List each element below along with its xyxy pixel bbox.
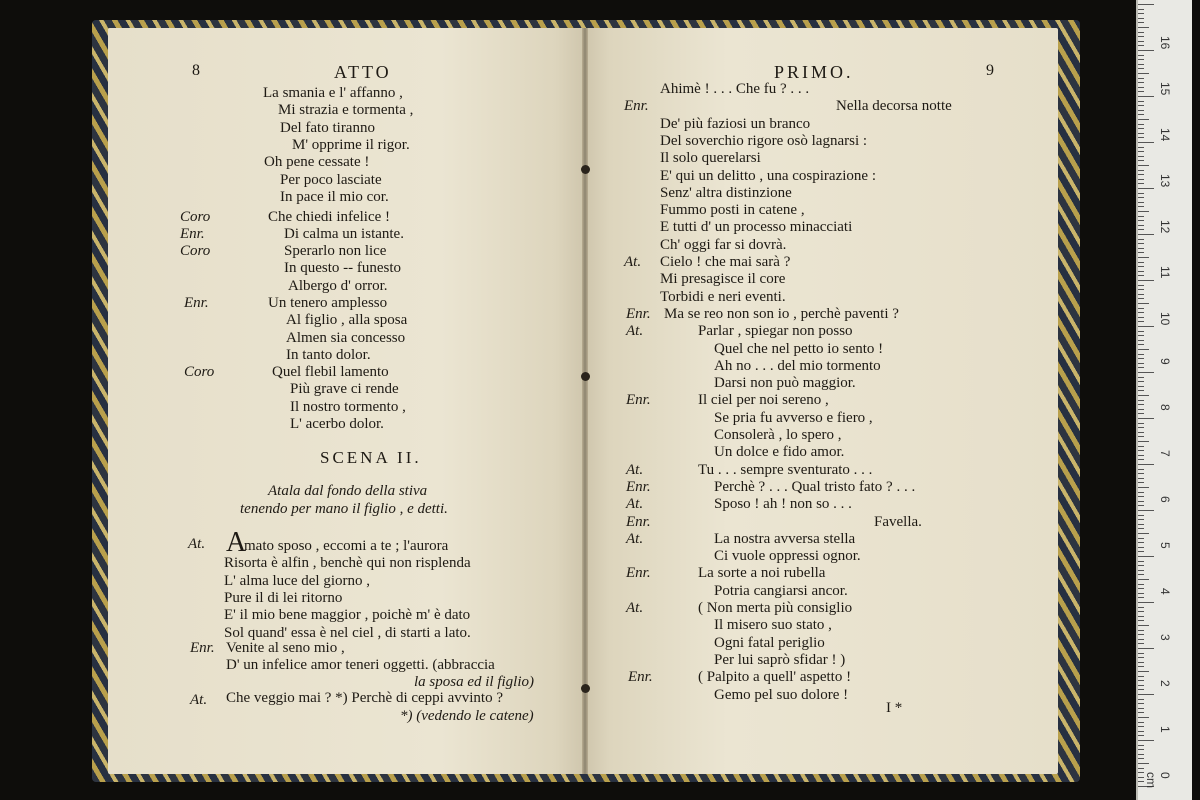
verse-line: Nella decorsa notte <box>836 98 952 115</box>
ruler-tick <box>1138 386 1144 387</box>
verse-line: Ma se reo non son io , perchè paventi ? <box>664 305 899 322</box>
verse-line: Del fato tiranno <box>280 119 375 136</box>
verse-line: Ah no . . . del mio tormento <box>714 357 881 374</box>
verse-line: Cielo ! che mai sarà ? <box>660 254 791 270</box>
ruler-tick <box>1138 101 1144 102</box>
verse-line: Ci vuole oppressi ognor. <box>714 548 861 565</box>
verse-line: Risorta è alfin , benchè qui non risplenda <box>224 555 471 572</box>
ruler-tick <box>1138 87 1144 88</box>
ruler-tick <box>1138 64 1144 65</box>
verse-line: La sorte a noi rubella <box>698 565 826 582</box>
ruler-tick <box>1138 275 1144 276</box>
ruler-tick <box>1138 768 1144 769</box>
ruler-tick <box>1138 542 1144 543</box>
ruler-tick <box>1138 317 1144 318</box>
stage-direction: tenendo per mano il figlio , e detti. <box>240 501 448 517</box>
ruler-number: 3 <box>1158 634 1172 641</box>
speaker-label: Enr. <box>180 226 205 242</box>
verse-line: Ogni fatal periglio <box>714 634 825 651</box>
ruler-tick <box>1138 689 1144 690</box>
ruler-tick <box>1138 312 1144 313</box>
ruler-tick <box>1138 234 1154 235</box>
verse-line: Almen sia concesso <box>286 329 406 346</box>
verse-line: Senz' altra distinzione <box>660 184 792 201</box>
ruler-number: 15 <box>1158 82 1172 96</box>
ruler-tick <box>1138 473 1144 474</box>
ruler-tick <box>1138 620 1144 621</box>
ruler-tick <box>1138 331 1144 332</box>
ruler-number: 8 <box>1158 404 1172 411</box>
ruler-tick <box>1138 528 1144 529</box>
ruler-tick <box>1138 666 1144 667</box>
ruler-tick <box>1138 634 1144 635</box>
ruler-tick <box>1138 409 1144 410</box>
ruler-number: 6 <box>1158 496 1172 503</box>
ruler-tick <box>1138 643 1144 644</box>
page-number: 9 <box>986 62 994 79</box>
ruler-tick <box>1138 657 1144 658</box>
speaker-label: Enr. <box>626 513 651 530</box>
ruler-tick <box>1138 183 1144 184</box>
ruler-tick <box>1138 722 1144 723</box>
verse-line: Venite al seno mio , <box>226 640 345 656</box>
verse-line: E' qui un delitto , una cospirazione : <box>660 167 876 184</box>
verse-line: Consolerà , lo spero , <box>714 427 842 443</box>
ruler-tick <box>1138 137 1144 138</box>
ruler-tick <box>1138 22 1144 23</box>
verse-line: Tu . . . sempre sventurato . . . <box>698 461 873 478</box>
ruler-tick <box>1138 639 1144 640</box>
ruler-tick <box>1138 321 1144 322</box>
ruler-tick <box>1138 533 1149 534</box>
ruler-tick <box>1138 519 1144 520</box>
ruler-tick <box>1138 593 1144 594</box>
ruler-tick <box>1138 597 1144 598</box>
verse-line: L' alma luce del giorno , <box>224 572 370 589</box>
ruler-tick <box>1138 570 1144 571</box>
verse-line: Il ciel per noi sereno , <box>698 392 829 409</box>
binding-stitch <box>581 165 590 174</box>
speaker-label: At. <box>626 461 644 478</box>
verse-line: Torbidi e neri eventi. <box>660 288 786 305</box>
verse-line: Quel flebil lamento <box>272 364 389 380</box>
ruler-number: 0 cm <box>1144 772 1172 788</box>
verse-line: Potria cangiarsi ancor. <box>714 582 848 599</box>
ruler-tick <box>1138 496 1144 497</box>
ruler-tick <box>1138 59 1144 60</box>
verse-line: In pace il mio cor. <box>280 188 389 205</box>
ruler-tick <box>1138 358 1144 359</box>
verse-line: Ahimè ! . . . Che fu ? . . . <box>660 81 810 97</box>
right-page <box>586 28 1058 774</box>
ruler-tick <box>1138 616 1144 617</box>
ruler-tick <box>1138 381 1144 382</box>
speaker-label: Enr. <box>190 640 215 656</box>
binding-stitch <box>581 372 590 381</box>
verse-line: La smania e l' affanno , <box>263 85 403 101</box>
ruler-tick <box>1138 671 1149 672</box>
ruler-tick <box>1138 179 1144 180</box>
ruler-tick <box>1138 510 1154 511</box>
ruler-tick <box>1138 27 1149 28</box>
ruler-tick <box>1138 390 1144 391</box>
ruler-tick <box>1138 73 1149 74</box>
verse-line: Di calma un istante. <box>284 226 404 242</box>
verse-line: Che chiedi infelice ! <box>268 209 391 225</box>
speaker-label: Enr. <box>626 478 651 495</box>
speaker-label: At. <box>626 530 644 547</box>
ruler-tick <box>1138 372 1154 373</box>
ruler-tick <box>1138 492 1144 493</box>
signature-mark: I * <box>886 700 903 716</box>
verse-line: Quel che nel petto io sento ! <box>714 340 884 357</box>
ruler-tick <box>1138 105 1144 106</box>
ruler-number: 7 <box>1158 450 1172 457</box>
ruler-tick <box>1138 423 1144 424</box>
ruler-tick <box>1138 165 1149 166</box>
speaker-label: Enr. <box>626 392 651 409</box>
ruler-tick <box>1138 630 1144 631</box>
ruler-number: 13 <box>1158 174 1172 188</box>
speaker-label: Enr. <box>626 305 651 322</box>
verse-line: Oh pene cessate ! <box>264 154 370 171</box>
verse-line: Sposo ! ah ! non so . . . <box>714 496 852 513</box>
verse-line: Albergo d' orror. <box>288 277 388 294</box>
ruler-tick <box>1138 400 1144 401</box>
ruler-tick <box>1138 243 1144 244</box>
verse-line: In tanto dolor. <box>286 346 371 363</box>
ruler-tick <box>1138 298 1144 299</box>
verse-line: E tutti d' un processo minacciati <box>660 219 853 236</box>
ruler-tick <box>1138 455 1144 456</box>
ruler-tick <box>1138 41 1144 42</box>
ruler-number: 11 <box>1158 266 1172 279</box>
speaker-label: At. <box>626 600 644 616</box>
ruler-tick <box>1138 464 1154 465</box>
verse-line: Favella. <box>874 513 922 530</box>
ruler-tick <box>1138 395 1149 396</box>
verse-line: De' più faziosi un branco <box>660 115 811 132</box>
ruler-tick <box>1138 266 1144 267</box>
measuring-ruler <box>1136 0 1192 800</box>
ruler-tick <box>1138 708 1144 709</box>
ruler-tick <box>1138 574 1144 575</box>
ruler-tick <box>1138 487 1149 488</box>
ruler-tick <box>1138 745 1144 746</box>
ruler-tick <box>1138 303 1149 304</box>
ruler-tick <box>1138 662 1144 663</box>
ruler-tick <box>1138 685 1144 686</box>
ruler-tick <box>1138 735 1144 736</box>
ruler-tick <box>1138 404 1144 405</box>
speaker-label: Coro <box>180 209 211 225</box>
speaker-label: At. <box>190 692 208 708</box>
ruler-tick <box>1138 377 1144 378</box>
ruler-tick <box>1138 676 1144 677</box>
verse-line: Mi presagisce il core <box>660 271 786 288</box>
speaker-label: Enr. <box>624 98 649 115</box>
ruler-tick <box>1138 206 1144 207</box>
ruler-tick <box>1138 524 1144 525</box>
ruler-tick <box>1138 680 1144 681</box>
ruler-number: 9 <box>1158 358 1172 365</box>
ruler-tick <box>1138 193 1144 194</box>
ruler-tick <box>1138 78 1144 79</box>
page-number: 8 <box>192 62 200 79</box>
ruler-tick <box>1138 758 1144 759</box>
ruler-tick <box>1138 114 1144 115</box>
speaker-label: Coro <box>184 364 215 380</box>
verse-line: D' un infelice amor teneri oggetti. (abbraccia <box>226 657 495 673</box>
ruler-tick <box>1138 459 1144 460</box>
ruler-tick <box>1138 436 1144 437</box>
ruler-tick <box>1138 128 1144 129</box>
ruler-tick <box>1138 413 1144 414</box>
ruler-tick <box>1138 326 1154 327</box>
ruler-tick <box>1138 229 1144 230</box>
verse-line: Fummo posti in catene , <box>660 202 805 219</box>
verse-line: Se pria fu avverso e fiero , <box>714 409 873 426</box>
ruler-tick <box>1138 579 1149 580</box>
ruler-tick <box>1138 294 1144 295</box>
ruler-tick <box>1138 68 1144 69</box>
ruler-tick <box>1138 584 1144 585</box>
verse-line: L' acerbo dolor. <box>290 415 384 432</box>
ruler-tick <box>1138 9 1144 10</box>
verse-line: Parlar , spiegar non posso <box>698 323 853 340</box>
verse-line: Perchè ? . . . Qual tristo fato ? . . . <box>714 478 916 495</box>
ruler-number: 12 <box>1158 220 1172 234</box>
verse-line: In questo -- funesto <box>284 260 402 277</box>
ruler-tick <box>1138 248 1144 249</box>
ruler-tick <box>1138 367 1144 368</box>
ruler-tick <box>1138 561 1144 562</box>
verse-line: mato sposo , eccomi a te ; l'aurora <box>244 538 449 554</box>
ruler-tick <box>1138 50 1154 51</box>
ruler-tick <box>1138 308 1144 309</box>
verse-line: Al figlio , alla sposa <box>286 312 408 329</box>
verse-line: Sol quand' essa è nel ciel , di starti a lato. <box>224 624 471 641</box>
ruler-tick <box>1138 717 1149 718</box>
ruler-tick <box>1138 354 1144 355</box>
ruler-tick <box>1138 648 1154 649</box>
ruler-tick <box>1138 133 1144 134</box>
ruler-tick <box>1138 188 1154 189</box>
ruler-tick <box>1138 501 1144 502</box>
ruler-tick <box>1138 754 1144 755</box>
ruler-tick <box>1138 432 1144 433</box>
speaker-label: Enr. <box>628 669 653 686</box>
ruler-tick <box>1138 170 1144 171</box>
ruler-tick <box>1138 96 1154 97</box>
ruler-tick <box>1138 547 1144 548</box>
ruler-tick <box>1138 252 1144 253</box>
ruler-tick <box>1138 160 1144 161</box>
ruler-tick <box>1138 478 1144 479</box>
ruler-number: 16 <box>1158 36 1172 50</box>
ruler-tick <box>1138 505 1144 506</box>
ruler-tick <box>1138 515 1144 516</box>
ruler-tick <box>1138 257 1149 258</box>
verse-line: Un tenero amplesso <box>268 295 388 311</box>
ruler-tick <box>1138 82 1144 83</box>
ruler-tick <box>1138 607 1144 608</box>
ruler-tick <box>1138 239 1144 240</box>
ruler-tick <box>1138 156 1144 157</box>
verse-line: Mi strazia e tormenta , <box>278 102 414 119</box>
ruler-tick <box>1138 538 1144 539</box>
stage-direction: *) (vedendo le catene) <box>400 708 534 724</box>
ruler-tick <box>1138 446 1144 447</box>
verse-line: La nostra avversa stella <box>714 530 856 547</box>
ruler-tick <box>1138 271 1144 272</box>
ruler-tick <box>1138 344 1144 345</box>
ruler-tick <box>1138 289 1144 290</box>
verse-line: Ch' oggi far si dovrà. <box>660 236 787 253</box>
ruler-tick <box>1138 469 1144 470</box>
speaker-label: Enr. <box>626 565 651 582</box>
ruler-tick <box>1138 147 1144 148</box>
ruler-number: 5 <box>1158 542 1172 549</box>
ruler-tick <box>1138 427 1144 428</box>
ruler-tick <box>1138 174 1144 175</box>
ruler-tick <box>1138 699 1144 700</box>
ruler-tick <box>1138 55 1144 56</box>
verse-line: Il nostro tormento , <box>290 398 406 415</box>
verse-line: Più grave ci rende <box>290 381 399 398</box>
verse-line: E' il mio bene maggior , poichè m' è dato <box>224 607 471 624</box>
ruler-tick <box>1138 441 1149 442</box>
verse-line: Sperarlo non lice <box>284 243 387 259</box>
ruler-tick <box>1138 197 1144 198</box>
ruler-tick <box>1138 349 1149 350</box>
ruler-tick <box>1138 450 1144 451</box>
speaker-label: At. <box>626 496 644 513</box>
verse-line: Pure il di lei ritorno <box>224 589 343 606</box>
verse-line: Darsi non può maggior. <box>714 375 856 392</box>
verse-line: Che veggio mai ? *) Perchè di ceppi avvinto ? <box>226 690 503 706</box>
ruler-tick <box>1138 124 1144 125</box>
verse-line: Del soverchio rigore osò lagnarsi : <box>660 132 868 149</box>
ruler-tick <box>1138 740 1154 741</box>
ruler-tick <box>1138 482 1144 483</box>
ruler-tick <box>1138 110 1144 111</box>
ruler-tick <box>1138 726 1144 727</box>
ruler-tick <box>1138 280 1154 281</box>
ruler-tick <box>1138 13 1144 14</box>
ruler-tick <box>1138 262 1144 263</box>
ruler-tick <box>1138 653 1144 654</box>
ruler-tick <box>1138 4 1154 5</box>
drop-cap: A <box>226 527 247 558</box>
ruler-tick <box>1138 588 1144 589</box>
ruler-tick <box>1138 119 1149 120</box>
ruler-tick <box>1138 18 1144 19</box>
scene-title: SCENA II. <box>320 448 422 467</box>
binding-stitch <box>581 684 590 693</box>
ruler-number: 10 <box>1158 312 1172 326</box>
ruler-tick <box>1138 32 1144 33</box>
ruler-tick <box>1138 202 1144 203</box>
ruler-tick <box>1138 340 1144 341</box>
ruler-tick <box>1138 335 1144 336</box>
ruler-tick <box>1138 565 1144 566</box>
ruler-tick <box>1138 45 1144 46</box>
running-header: PRIMO. <box>774 62 854 82</box>
ruler-tick <box>1138 712 1144 713</box>
ruler-tick <box>1138 625 1149 626</box>
verse-line: ( Palpito a quell' aspetto ! <box>698 669 852 686</box>
verse-line: Gemo pel suo dolore ! <box>714 686 849 703</box>
ruler-number: 2 <box>1158 680 1172 687</box>
ruler-tick <box>1138 418 1154 419</box>
speaker-label: Enr. <box>184 295 209 311</box>
left-page <box>108 28 584 774</box>
ruler-tick <box>1138 731 1144 732</box>
verse-line: Per lui saprò sfidar ! ) <box>714 651 846 668</box>
stage-direction: la sposa ed il figlio) <box>414 674 534 690</box>
ruler-tick <box>1138 225 1144 226</box>
speaker-label: At. <box>624 254 642 270</box>
ruler-number: 4 <box>1158 588 1172 595</box>
ruler-tick <box>1138 142 1154 143</box>
book-gutter <box>582 28 588 774</box>
verse-line: Per poco lasciate <box>280 171 382 188</box>
verse-line: ( Non merta più consiglio <box>698 600 853 616</box>
ruler-tick <box>1138 703 1144 704</box>
ruler-tick <box>1138 611 1144 612</box>
ruler-tick <box>1138 749 1144 750</box>
verse-line: Il solo querelarsi <box>660 150 761 167</box>
stage-direction: Atala dal fondo della stiva <box>268 483 428 499</box>
verse-line: Un dolce e fido amor. <box>714 444 845 461</box>
speaker-label: Coro <box>180 243 211 259</box>
ruler-tick <box>1138 694 1154 695</box>
ruler-tick <box>1138 216 1144 217</box>
ruler-tick <box>1138 763 1149 764</box>
ruler-tick <box>1138 556 1154 557</box>
ruler-number: 1 <box>1158 726 1172 733</box>
ruler-tick <box>1138 285 1144 286</box>
ruler-tick <box>1138 220 1144 221</box>
verse-line: M' opprime il rigor. <box>292 136 410 153</box>
ruler-number: 14 <box>1158 128 1172 142</box>
running-header: ATTO <box>334 62 392 82</box>
ruler-tick <box>1138 602 1154 603</box>
ruler-tick <box>1138 36 1144 37</box>
speaker-label: At. <box>626 323 644 340</box>
ruler-tick <box>1138 91 1144 92</box>
ruler-tick <box>1138 151 1144 152</box>
ruler-tick <box>1138 363 1144 364</box>
speaker-label: At. <box>188 536 206 552</box>
ruler-tick <box>1138 211 1149 212</box>
ruler-tick <box>1138 551 1144 552</box>
verse-line: Il misero suo stato , <box>714 617 832 634</box>
